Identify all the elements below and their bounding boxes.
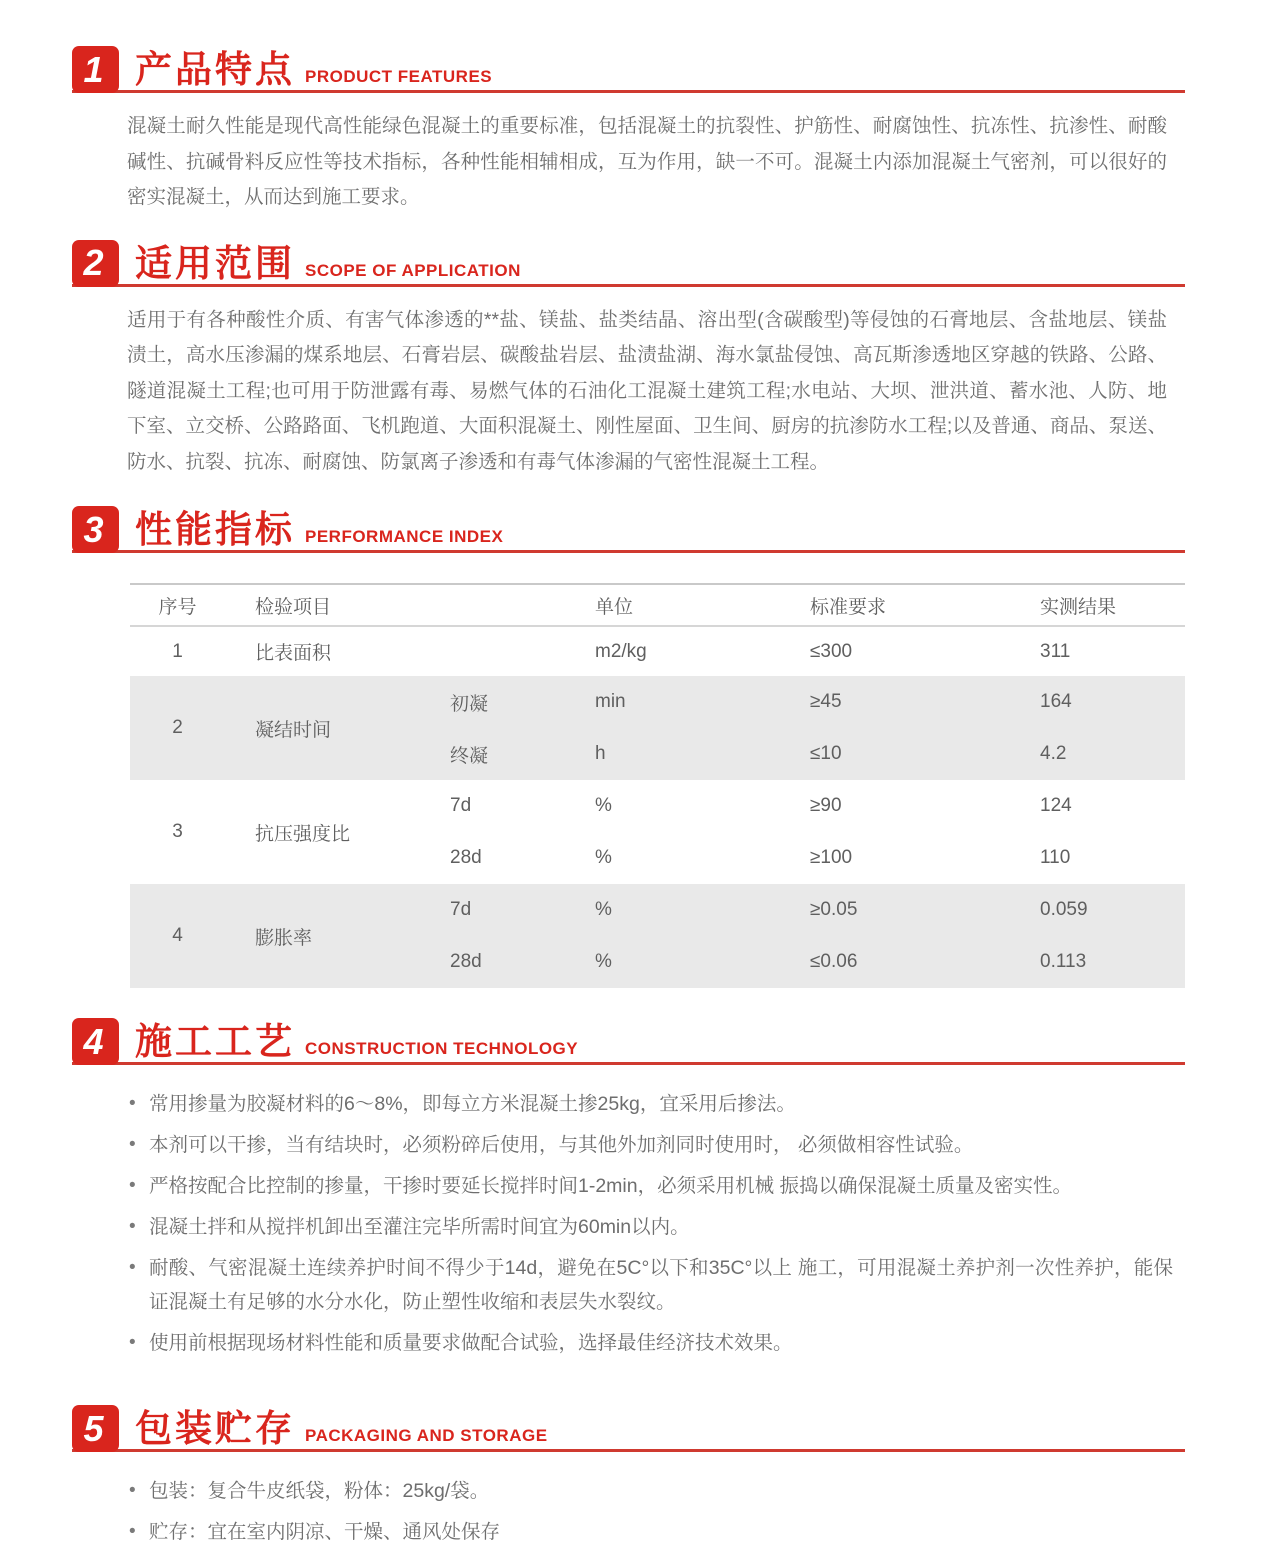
section-1-number-badge <box>72 46 119 93</box>
cell-requirement: ≤10 <box>810 743 842 764</box>
cell-requirement: ≥0.05 <box>810 899 858 920</box>
cell-unit: % <box>595 795 612 816</box>
section-1-title-zh: 产品特点 <box>135 49 295 90</box>
section-2-number-badge <box>72 240 119 287</box>
cell-unit: h <box>595 743 606 764</box>
section-5-title-zh: 包装贮存 <box>135 1408 295 1449</box>
cell-unit: % <box>595 847 612 868</box>
section-2-title-zh: 适用范围 <box>135 242 295 284</box>
cell-unit: % <box>595 951 612 972</box>
table-row <box>130 627 1185 676</box>
cell-result: 110 <box>1040 847 1071 868</box>
cell-no: 2 <box>172 717 183 738</box>
list-item: • 使用前根据现场材料性能和质量要求做配合试验，选择最佳经济技术效果。 <box>127 1326 1173 1360</box>
column-header-result: 实测结果 <box>1040 596 1117 618</box>
performance-index-table <box>130 583 1185 988</box>
cell-result: 4.2 <box>1040 743 1067 764</box>
packaging-bullet-list <box>127 1474 1185 1549</box>
cell-requirement: ≥45 <box>810 691 842 712</box>
column-header-item: 检验项目 <box>255 596 332 618</box>
section-2-header <box>72 240 1185 287</box>
cell-item: 抗压强度比 <box>255 823 351 845</box>
cell-result: 0.113 <box>1040 951 1087 972</box>
section-number: 3 <box>83 508 104 550</box>
section-number: 1 <box>83 48 104 90</box>
table-row <box>130 884 1185 988</box>
column-header-requirement: 标准要求 <box>810 596 887 618</box>
cell-requirement: ≥90 <box>810 795 842 816</box>
section-1-header <box>72 46 1185 93</box>
cell-unit: min <box>595 691 626 712</box>
cell-sub: 7d <box>450 899 472 920</box>
list-item: • 耐酸、气密混凝土连续养护时间不得少于14d，避免在5C°以下和35C°以上 施工，可用混凝土养护剂一次性养护，能保证混凝土有足够的水分水化，防止塑性收缩和表层失水裂纹。 <box>127 1251 1173 1319</box>
cell-sub: 28d <box>450 847 482 868</box>
section-4-title-en: CONSTRUCTION TECHNOLOGY <box>305 1039 579 1058</box>
cell-sub: 28d <box>450 951 482 972</box>
cell-result: 124 <box>1040 795 1072 816</box>
cell-result: 0.059 <box>1040 899 1088 920</box>
cell-requirement: ≤0.06 <box>810 951 858 972</box>
section-3-header <box>72 506 1185 553</box>
cell-result: 311 <box>1040 640 1071 662</box>
list-item: • 严格按配合比控制的掺量，干掺时要延长搅拌时间1-2min，必须采用机械 振捣以确保混凝土质量及密实性。 <box>127 1169 1173 1203</box>
table-row <box>130 676 1185 780</box>
section-5-header <box>72 1405 1185 1452</box>
section-2-title-en: SCOPE OF APPLICATION <box>305 260 521 280</box>
section-1-title-en: PRODUCT FEATURES <box>305 67 493 86</box>
cell-no: 1 <box>172 640 183 662</box>
cell-requirement: ≥100 <box>810 847 853 868</box>
section-4-number-badge <box>72 1018 119 1065</box>
list-item: • 本剂可以干掺，当有结块时，必须粉碎后使用，与其他外加剂同时使用时， 必须做相容性试验。 <box>127 1128 1173 1162</box>
cell-requirement: ≤300 <box>810 640 853 662</box>
cell-item: 凝结时间 <box>255 719 332 741</box>
section-number: 2 <box>83 242 104 283</box>
list-item: • 包装：复合牛皮纸袋，粉体：25kg/袋。 <box>127 1474 1173 1508</box>
section-5-title-en: PACKAGING AND STORAGE <box>305 1426 548 1445</box>
list-item: • 贮存：宜在室内阴凉、干燥、通风处保存 <box>127 1515 1173 1549</box>
list-item: • 混凝土拌和从搅拌机卸出至灌注完毕所需时间宜为60min以内。 <box>127 1210 1173 1244</box>
cell-item: 膨胀率 <box>255 927 313 949</box>
table-row <box>130 780 1185 884</box>
section-4-title-zh: 施工工艺 <box>135 1021 295 1062</box>
cell-sub: 终凝 <box>450 745 489 767</box>
cell-unit: % <box>595 899 612 920</box>
cell-item: 比表面积 <box>255 643 332 664</box>
cell-sub: 7d <box>450 795 472 816</box>
cell-no: 3 <box>172 821 183 842</box>
cell-no: 4 <box>172 925 183 946</box>
section-number: 4 <box>83 1020 104 1062</box>
section-3-title-en: PERFORMANCE INDEX <box>305 527 504 546</box>
table-header-row <box>130 583 1185 627</box>
section-4-header <box>72 1018 1185 1065</box>
section-5-number-badge <box>72 1405 119 1452</box>
section-number: 5 <box>83 1407 104 1449</box>
construction-bullet-list <box>127 1087 1185 1360</box>
section-2-paragraph: 适用于有各种酸性介质、有害气体渗透的**盐、镁盐、盐类结晶、溶出型(含碳酸型)等侵蚀的石膏地层、含盐地层、镁盐渍土，高水压渗漏的煤系地层、石膏岩层、碳酸盐岩层、盐渍盐湖、海水氯盐侵蚀、高瓦斯渗透地区穿越的铁路、公路、隧道混凝土工程;也可用于防泄露有毒、易燃气体的石油化工混凝土建筑工程;水电站、大坝、泄洪道、蓄水池、人防、地下室、立交桥、公路路面、飞机跑道、大面积混凝土、刚性屋面、卫生间、厨房的抗渗防水工程;以及普通、商品、泵送、防水、抗裂、抗冻、耐腐蚀、防氯离子渗透和有毒气体渗漏的气密性混凝土工程。 <box>127 308 1167 473</box>
section-3-number-badge <box>72 506 119 553</box>
section-3-title-zh: 性能指标 <box>135 509 295 550</box>
column-header-unit: 单位 <box>595 596 634 618</box>
list-item: • 常用掺量为胶凝材料的6～8%，即每立方米混凝土掺25kg，宜采用后掺法。 <box>127 1087 1173 1121</box>
cell-sub: 初凝 <box>450 693 489 715</box>
column-header-no: 序号 <box>158 596 197 618</box>
cell-unit: m2/kg <box>595 640 647 662</box>
cell-result: 164 <box>1040 691 1072 712</box>
section-1-paragraph: 混凝土耐久性能是现代高性能绿色混凝土的重要标准，包括混凝土的抗裂性、护筋性、耐腐蚀性、抗冻性、抗渗性、耐酸碱性、抗碱骨料反应性等技术指标，各种性能相辅相成，互为作用，缺一不可。混凝土内添加混凝土气密剂，可以很好的密实混凝土，从而达到施工要求。 <box>127 115 1167 208</box>
